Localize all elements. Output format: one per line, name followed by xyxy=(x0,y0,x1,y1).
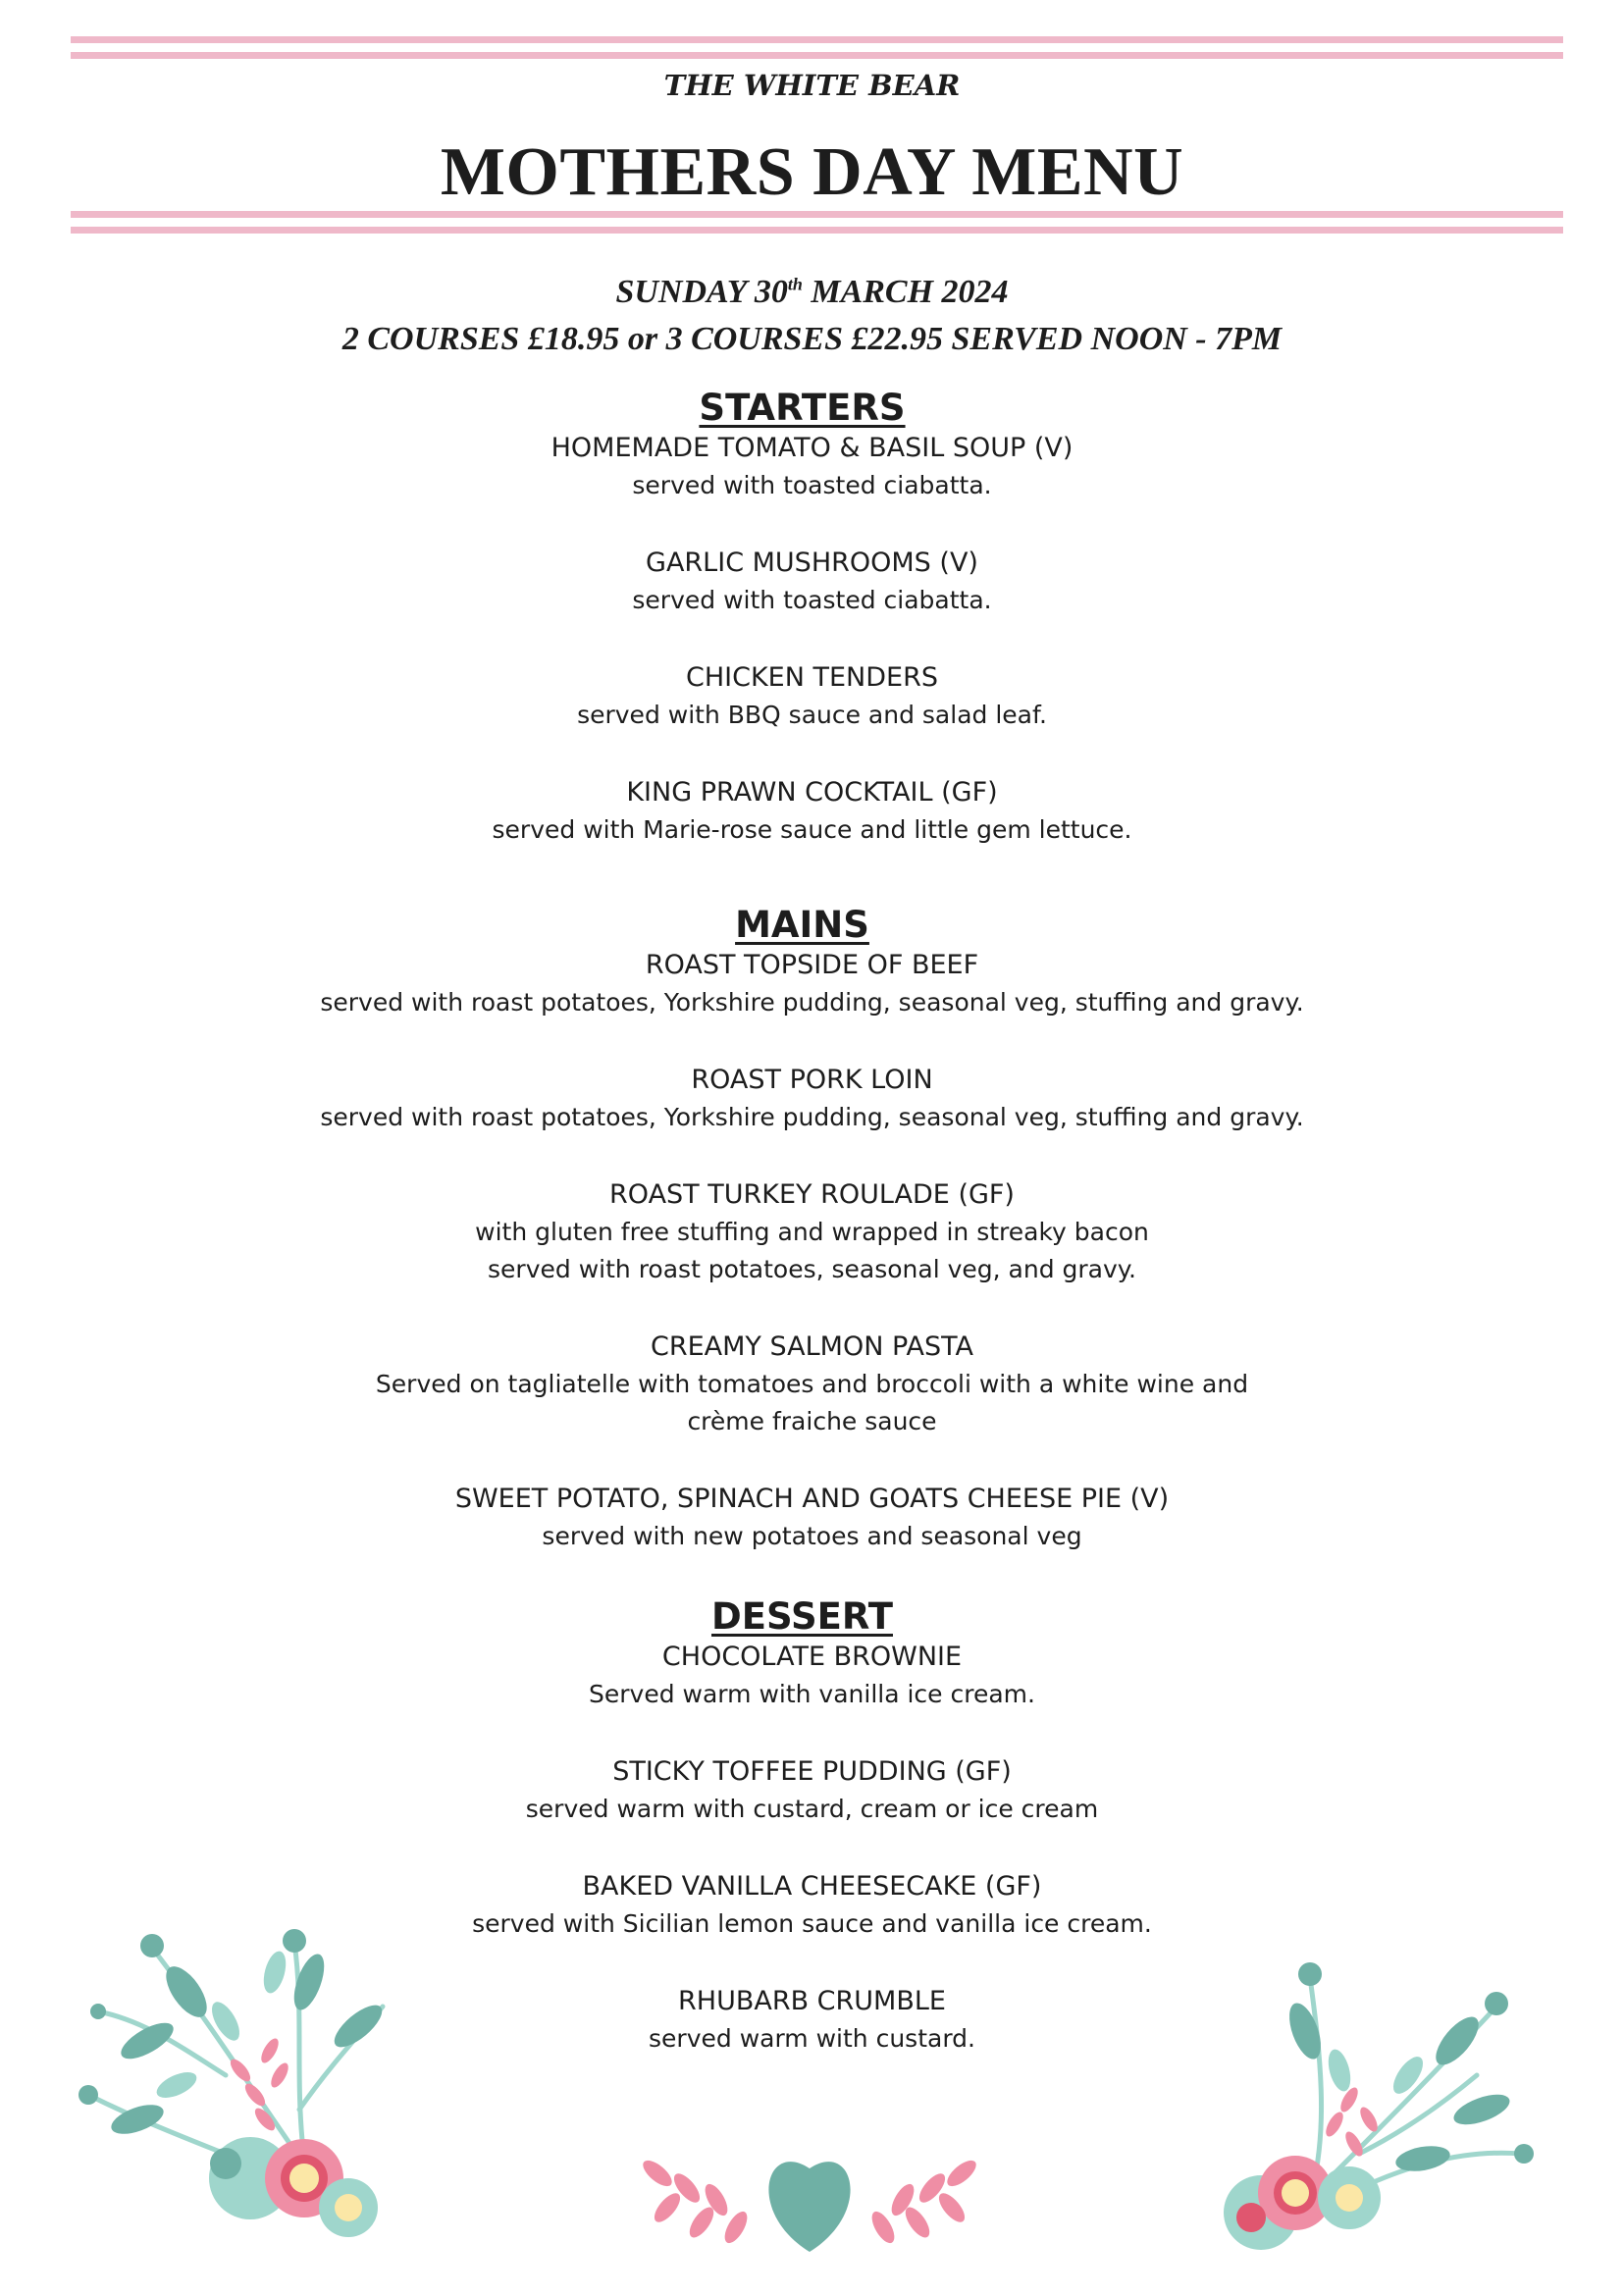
pricing-line: 2 COURSES £18.95 or 3 COURSES £22.95 SERVED NOON - 7PM xyxy=(341,321,1283,357)
top-rule-upper xyxy=(71,36,1563,43)
dish-description: served with toasted ciabatta. xyxy=(632,586,992,614)
title-rule-upper xyxy=(71,211,1563,218)
menu-item xyxy=(0,774,1624,849)
dish-name: RHUBARB CRUMBLE xyxy=(678,1986,946,2016)
dish-description: served with new potatoes and seasonal veg xyxy=(542,1522,1082,1550)
dish-name: SWEET POTATO, SPINACH AND GOATS CHEESE PIE (V) xyxy=(454,1484,1170,1514)
venue-name: THE WHITE BEAR xyxy=(663,69,961,102)
floral-spray-right-icon xyxy=(1212,1953,1545,2257)
heart-wreath-icon xyxy=(628,2119,991,2267)
menu-body xyxy=(0,387,1624,2098)
dish-description: served warm with custard, cream or ice cream xyxy=(525,1795,1099,1823)
floral-spray-left-icon xyxy=(69,1913,412,2247)
dish-description: served with Sicilian lemon sauce and vanilla ice cream. xyxy=(472,1909,1152,1938)
menu-item xyxy=(0,1481,1624,1555)
top-rule-lower xyxy=(71,52,1563,59)
section-heading: MAINS xyxy=(735,904,869,946)
dish-description: served with BBQ sauce and salad leaf. xyxy=(577,701,1047,729)
date-month-year: MARCH 2024 xyxy=(802,274,1009,310)
dish-description: served with toasted ciabatta. xyxy=(632,471,992,499)
dish-name: KING PRAWN COCKTAIL (GF) xyxy=(626,777,998,808)
event-date xyxy=(0,274,1624,311)
dish-name: GARLIC MUSHROOMS (V) xyxy=(646,548,978,578)
menu-item xyxy=(0,545,1624,619)
dish-description: served with roast potatoes, Yorkshire pudding, seasonal veg, stuffing and gravy. xyxy=(320,988,1304,1017)
dish-name: BAKED VANILLA CHEESECAKE (GF) xyxy=(582,1871,1042,1902)
dish-name: CHICKEN TENDERS xyxy=(685,662,938,693)
menu-item xyxy=(0,947,1624,1021)
dish-description: Served warm with vanilla ice cream. xyxy=(589,1680,1035,1708)
dish-name: STICKY TOFFEE PUDDING (GF) xyxy=(612,1756,1012,1787)
dish-description: served warm with custard. xyxy=(649,2024,975,2053)
dish-description: Served on tagliatelle with tomatoes and broccoli with a white wine and crème fraiche sauce xyxy=(375,1370,1249,1435)
menu-item xyxy=(0,1176,1624,1288)
menu-item xyxy=(0,430,1624,504)
menu-item xyxy=(0,1062,1624,1136)
title-rule-lower xyxy=(71,227,1563,234)
date-ordinal: th xyxy=(787,274,803,294)
section-heading: STARTERS xyxy=(699,387,906,429)
menu-item xyxy=(0,1639,1624,1713)
page-title: MOTHERS DAY MENU xyxy=(440,134,1184,210)
dish-description: with gluten free stuffing and wrapped in streaky bacon served with roast potatoes, seasonal veg, and gravy. xyxy=(475,1218,1149,1283)
dish-name: ROAST TURKEY ROULADE (GF) xyxy=(609,1179,1015,1210)
menu-item xyxy=(0,1329,1624,1440)
dish-description: served with Marie-rose sauce and little gem lettuce. xyxy=(492,815,1132,844)
dish-name: HOMEMADE TOMATO & BASIL SOUP (V) xyxy=(550,433,1074,463)
dish-name: ROAST PORK LOIN xyxy=(691,1065,933,1095)
dish-description: served with roast potatoes, Yorkshire pudding, seasonal veg, stuffing and gravy. xyxy=(320,1103,1304,1131)
date-day: SUNDAY 30 xyxy=(615,274,788,310)
section-mains xyxy=(0,904,1624,1555)
menu-item xyxy=(0,1753,1624,1828)
dish-name: ROAST TOPSIDE OF BEEF xyxy=(645,950,979,980)
menu-item xyxy=(0,659,1624,734)
section-heading: DESSERT xyxy=(711,1595,893,1638)
dish-name: CREAMY SALMON PASTA xyxy=(650,1331,974,1362)
dish-name: CHOCOLATE BROWNIE xyxy=(661,1642,963,1672)
section-starters xyxy=(0,387,1624,849)
